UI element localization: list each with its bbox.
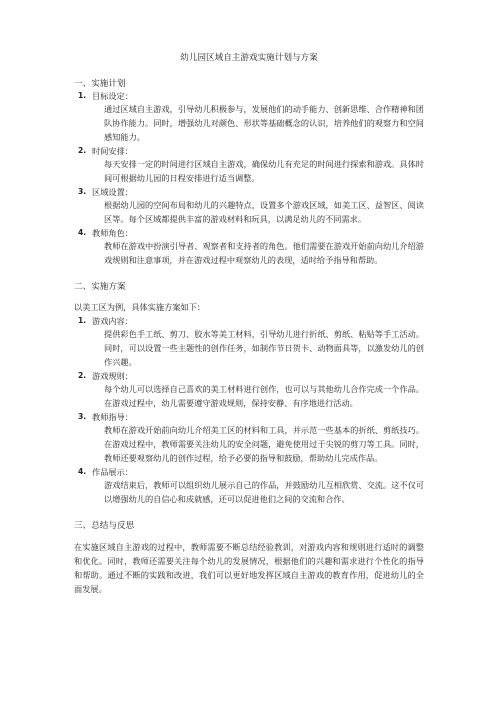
item-title-text: 教师指导：	[92, 412, 133, 422]
item-number: 4.	[78, 228, 87, 237]
item-number: 3.	[78, 187, 87, 196]
section-heading: 三、总结与反思	[74, 521, 135, 531]
plan-item-teacher-role	[74, 227, 424, 267]
item-body: 每天安排一定的时间进行区域自主游戏，确保幼儿有充足的时间进行探索和游戏。具体时间可根据幼儿园的日程安排进行适当调整。	[104, 159, 424, 183]
item-body: 提供彩色手工纸、剪刀、胶水等美工材料，引导幼儿进行折纸、剪纸、粘贴等手工活动。同时，可以设置一些主题性的创作任务，如制作节日贺卡、动物面具等，以激发幼儿的创作兴趣。	[104, 329, 424, 367]
section-heading: 一、实施计划	[74, 79, 126, 89]
item-title-text: 教师角色：	[92, 228, 133, 238]
item-title	[74, 186, 424, 198]
item-title	[74, 145, 424, 157]
plan-item-goal	[74, 90, 424, 144]
item-title-text: 区域设置：	[92, 187, 133, 197]
item-title-text: 时间安排：	[92, 146, 133, 156]
item-number: 2.	[78, 371, 87, 380]
scheme-item-content	[74, 315, 424, 369]
scheme-item-guidance	[74, 411, 424, 465]
item-body: 游戏结束后，教师可以组织幼儿展示自己的作品，并鼓励幼儿互相欣赏、交流。这不仅可以增强幼儿的自信心和成就感，还可以促进他们之间的交流和合作。	[104, 480, 424, 504]
item-number: 2.	[78, 146, 87, 155]
section-summary-reflection	[74, 520, 424, 596]
scheme-item-rules	[74, 370, 424, 410]
plan-item-areas	[74, 186, 424, 226]
scheme-item-showcase	[74, 466, 424, 506]
item-body: 通过区域自主游戏，引导幼儿积极参与，发展他们的动手能力、创新思维、合作精神和团队协作能力。同时，增强幼儿对颜色、形状等基础概念的认识，培养他们的观察力和空间感知能力。	[104, 104, 424, 142]
item-number: 3.	[78, 412, 87, 421]
item-body: 教师在游戏开始前向幼儿介绍美工区的材料和工具，并示范一些基本的折纸、剪纸技巧。在游戏过程中，教师需要关注幼儿的安全问题，避免使用过于尖锐的剪刀等工具。同时，教师还要观察幼儿的创作过程，给予必要的指导和鼓励，帮助幼儿完成作品。	[104, 425, 424, 463]
section-heading: 二、实施方案	[74, 282, 126, 292]
item-number: 1.	[78, 316, 87, 325]
section-implementation-plan	[74, 78, 424, 267]
item-title	[74, 315, 424, 327]
item-title	[74, 227, 424, 239]
item-title-text: 目标设定：	[92, 91, 133, 101]
section-implementation-scheme	[74, 281, 424, 506]
item-title	[74, 90, 424, 102]
item-title	[74, 370, 424, 382]
item-body: 每个幼儿可以选择自己喜欢的美工材料进行创作，也可以与其他幼儿合作完成一个作品。在游戏过程中，幼儿需要遵守游戏规则，保持安静、有序地进行活动。	[104, 384, 424, 408]
item-title	[74, 411, 424, 423]
item-title	[74, 466, 424, 478]
item-body: 教师在游戏中扮演引导者、观察者和支持者的角色。他们需要在游戏开始前向幼儿介绍游戏规则和注意事项，并在游戏过程中观察幼儿的表现，适时给予指导和帮助。	[104, 241, 424, 265]
item-number: 1.	[78, 91, 87, 100]
item-title-text: 游戏内容：	[92, 316, 133, 326]
item-title-text: 游戏规则：	[92, 371, 133, 381]
item-number: 4.	[78, 467, 87, 476]
plan-item-schedule	[74, 145, 424, 185]
summary-paragraph: 在实施区域自主游戏的过程中，教师需要不断总结经验教训，对游戏内容和规则进行适时的调整和优化。同时，教师还需要关注每个幼儿的发展情况，根据他们的兴趣和需求进行个性化的指导和帮助。通过不断的实践和改进，我们可以更好地发挥区域自主游戏的教育作用，促进幼儿的全面发展。	[74, 542, 424, 594]
document-title: 幼儿园区域自主游戏实施计划与方案	[180, 53, 318, 63]
item-title-text: 作品展示：	[92, 467, 133, 477]
item-body: 根据幼儿园的空间布局和幼儿的兴趣特点，设置多个游戏区域，如美工区、益智区、阅读区等。每个区域都提供丰富的游戏材料和玩具，以满足幼儿的不同需求。	[104, 200, 424, 224]
section-intro: 以美工区为例，具体实施方案如下：	[74, 302, 206, 312]
